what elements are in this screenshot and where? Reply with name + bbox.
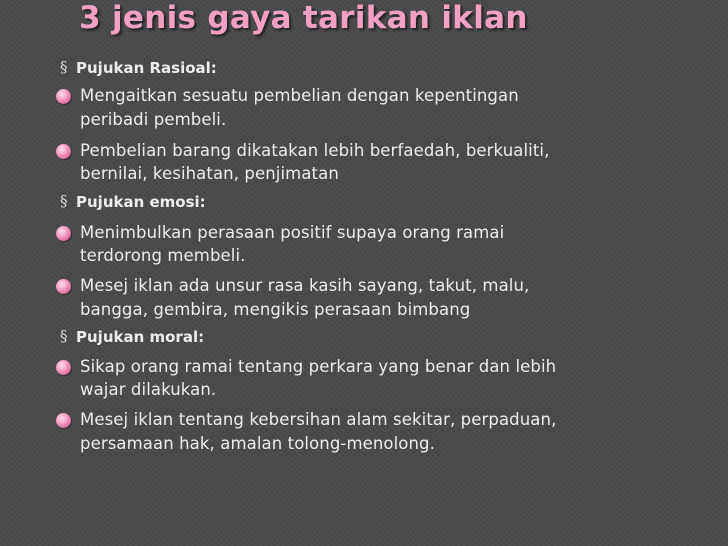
section-marker-icon: § (60, 58, 68, 76)
list-item-line: wajar dilakukan. (80, 380, 217, 399)
list-item-line: terdorong membeli. (80, 246, 246, 265)
list-item-line: Mesej iklan ada unsur rasa kasih sayang, takut, malu, (80, 276, 530, 295)
section-heading-text: Pujukan Rasioal: (76, 59, 217, 77)
pink-sphere-icon (56, 226, 71, 241)
list-item-line: Mengaitkan sesuatu pembelian dengan kepentingan (80, 86, 519, 105)
section-heading-text: Pujukan emosi: (76, 193, 206, 211)
list-item-line: Sikap orang ramai tentang perkara yang benar dan lebih (80, 357, 557, 376)
pink-sphere-icon (56, 360, 71, 375)
pink-sphere-icon (56, 144, 71, 159)
section-heading (0, 328, 728, 354)
pink-sphere-icon (56, 279, 71, 294)
list-item-line: peribadi pembeli. (80, 110, 227, 129)
list-item-continuation (0, 246, 728, 272)
list-item-continuation (0, 110, 728, 136)
list-item-line: bangga, gembira, mengikis perasaan bimbang (80, 300, 471, 319)
list-item-line: bernilai, kesihatan, penjimatan (80, 164, 339, 183)
list-item (0, 86, 728, 112)
list-item-line: Mesej iklan tentang kebersihan alam sekitar, perpaduan, (80, 410, 557, 429)
section-heading (0, 59, 728, 85)
list-item-continuation (0, 300, 728, 326)
pink-sphere-icon (56, 413, 71, 428)
list-item (0, 410, 728, 436)
list-item-continuation (0, 434, 728, 460)
list-item-continuation (0, 380, 728, 406)
section-heading-text: Pujukan moral: (76, 328, 205, 346)
section-marker-icon: § (60, 192, 68, 210)
section-heading (0, 193, 728, 219)
list-item (0, 276, 728, 302)
pink-sphere-icon (56, 89, 71, 104)
list-item-line: Pembelian barang dikatakan lebih berfaedah, berkualiti, (80, 141, 550, 160)
list-item-line: persamaan hak, amalan tolong-menolong. (80, 434, 435, 453)
section-marker-icon: § (60, 327, 68, 345)
list-item-continuation (0, 164, 728, 190)
list-item-line: Menimbulkan perasaan positif supaya orang ramai (80, 223, 505, 242)
slide-title: 3 jenis gaya tarikan iklan (79, 0, 528, 36)
